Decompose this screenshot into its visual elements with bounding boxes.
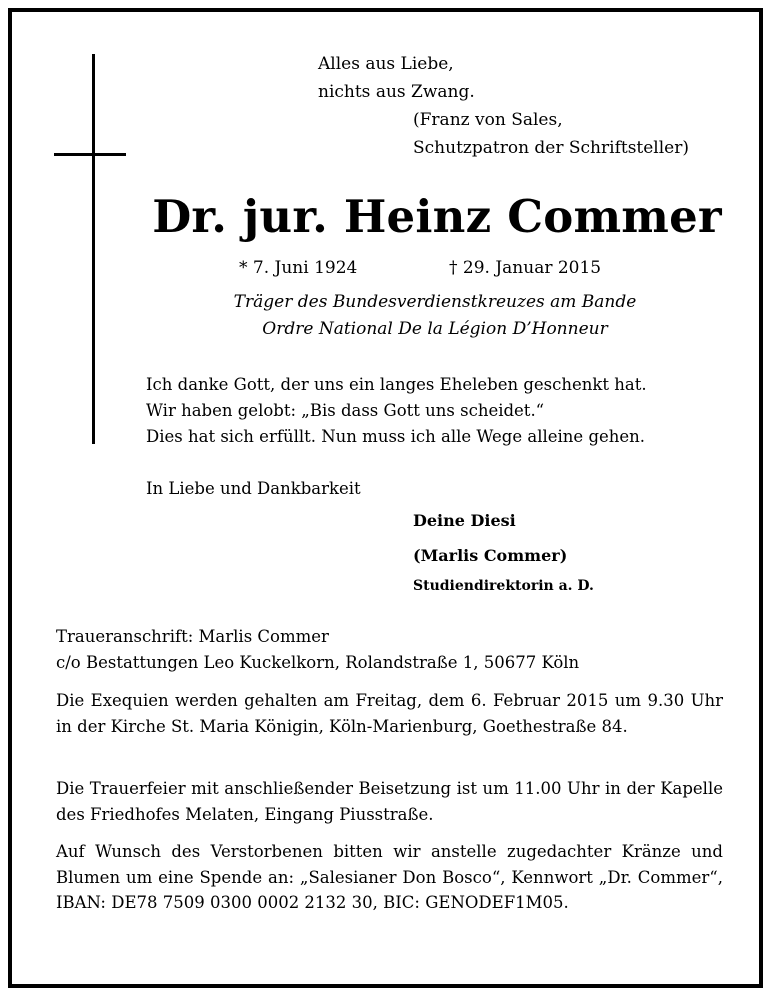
signature-full-name: (Marlis Commer) (413, 546, 568, 565)
cross-icon-horizontal (54, 153, 126, 156)
signature-title: Studiendirektorin a. D. (413, 578, 594, 594)
paragraph-spende: Auf Wunsch des Verstorbenen bitten wir anstelle zugedachter Kränze und Blumen um eine Spende an: „Salesianer Don Bosco“, Kennwort „Dr. Commer“, IBAN: DE78 7509 0300 0002 2132 30, BIC: GENODEF1M05. (56, 842, 723, 912)
paragraph-trauerfeier: Die Trauerfeier mit anschließender Beisetzung ist um 11.00 Uhr in der Kapelle des Friedhofes Melaten, Eingang Piusstraße. (56, 779, 723, 824)
message-line-3: Dies hat sich erfüllt. Nun muss ich alle Wege alleine gehen. (146, 427, 646, 446)
closing-text: In Liebe und Dankbarkeit (146, 479, 361, 498)
address-line-1: Traueranschrift: Marlis Commer (56, 627, 329, 646)
paragraph-exequien: Die Exequien werden gehalten am Freitag, dem 6. Februar 2015 um 9.30 Uhr in der Kirche St. Maria Königin, Köln-Marienburg, Goethestraße 84. (56, 691, 723, 736)
motto-line-2: nichts aus Zwang. (318, 82, 475, 102)
motto-line-1: Alles aus Liebe, (318, 54, 454, 74)
motto-attribution-1: (Franz von Sales, (413, 110, 563, 130)
message-line-1: Ich danke Gott, der uns ein langes Eheleben geschenkt hat. (146, 375, 647, 394)
cross-icon-vertical (92, 54, 95, 444)
birth-date: * 7. Juni 1924 (239, 258, 358, 278)
message-line-2: Wir haben gelobt: „Bis dass Gott uns scheidet.“ (146, 401, 545, 420)
motto-attribution-2: Schutzpatron der Schriftsteller) (413, 138, 690, 158)
honor-line-2: Ordre National De la Légion D’Honneur (262, 319, 608, 339)
honor-line-1: Träger des Bundesverdienstkreuzes am Bande (233, 292, 637, 312)
deceased-name: Dr. jur. Heinz Commer (152, 190, 722, 243)
address-line-2: c/o Bestattungen Leo Kuckelkorn, Rolandstraße 1, 50677 Köln (56, 653, 580, 672)
signature-name: Deine Diesi (413, 511, 516, 530)
obituary-notice (8, 8, 763, 988)
death-date: † 29. Januar 2015 (449, 258, 602, 278)
